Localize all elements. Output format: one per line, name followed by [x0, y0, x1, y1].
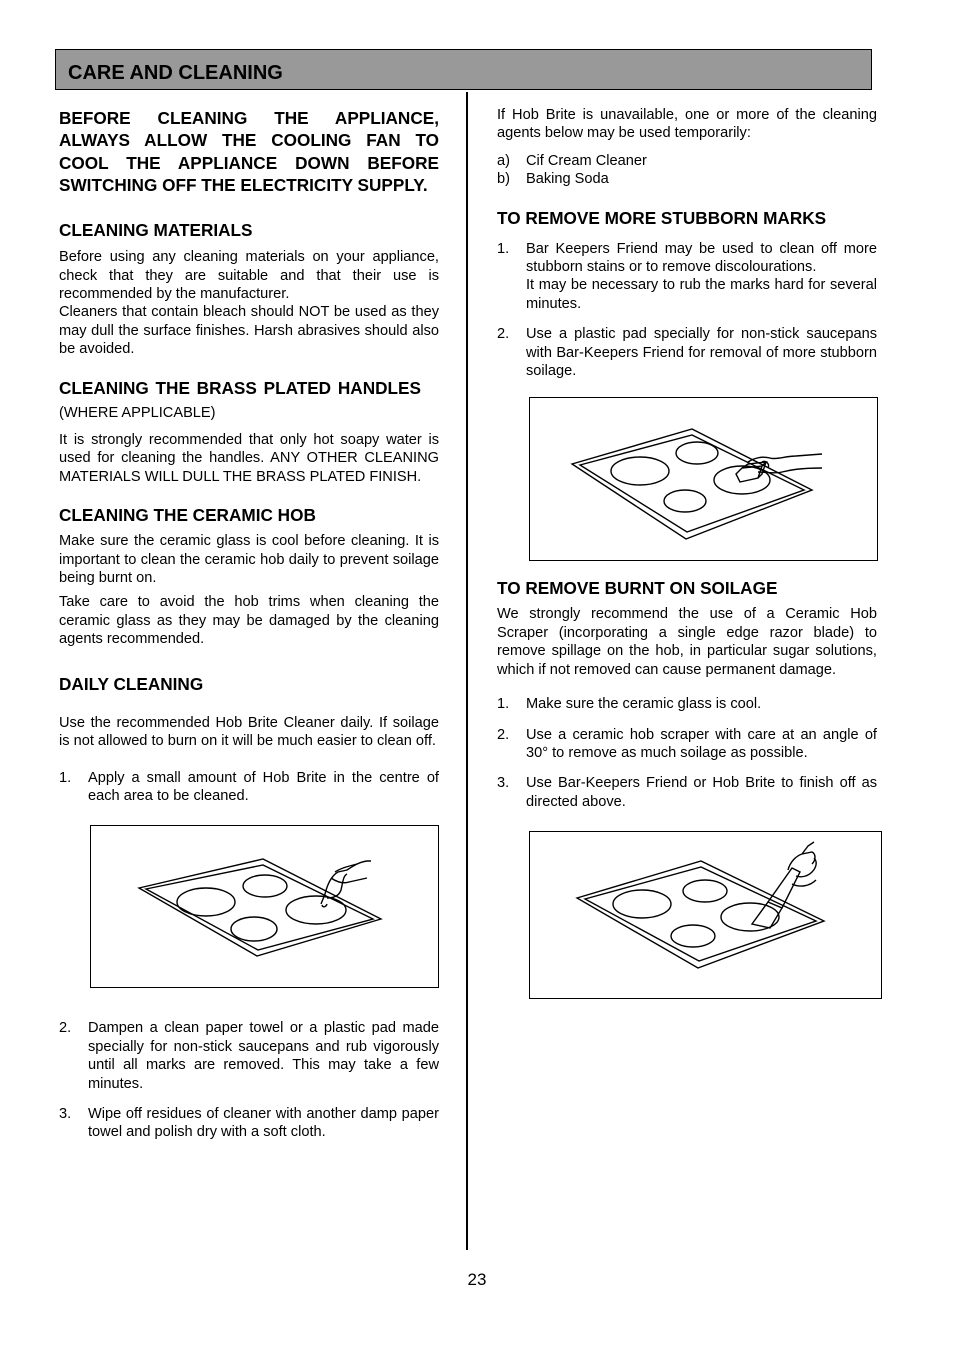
- column-divider: [466, 92, 468, 1250]
- item-number: 1.: [497, 696, 510, 713]
- page-number: 23: [467, 1270, 487, 1289]
- safety-warning: BEFORE CLEANING THE APPLIANCE, ALWAYS ALLOW THE COOLING FAN TO COOL THE APPLIANCE DOWN BEFORE SWITCHING OFF THE ELECTRICITY SUPPLY.: [59, 108, 439, 195]
- item-number: 2.: [59, 1020, 72, 1037]
- section-header: [55, 49, 872, 90]
- ceramic-paragraph-1: Make sure the ceramic glass is cool before cleaning. It is important to clean the ceramic hob daily to prevent soilage being burnt on.: [59, 533, 439, 587]
- item-text: Make sure the ceramic glass is cool.: [526, 696, 762, 713]
- heading-stubborn-marks: TO REMOVE MORE STUBBORN MARKS: [497, 207, 827, 228]
- hob-illustration-applying-cleaner: [91, 826, 438, 987]
- item-number: 1.: [59, 769, 72, 786]
- list-item: [59, 769, 439, 806]
- heading-burnt-soilage: TO REMOVE BURNT ON SOILAGE: [497, 578, 778, 599]
- item-text: Dampen a clean paper towel or a plastic pad made specially for non-stick saucepans and rub vigorously until all marks are removed. This may take a few minutes.: [88, 1020, 439, 1092]
- item-number: 2.: [497, 726, 510, 743]
- right-column: [497, 106, 877, 999]
- brass-subheading: (WHERE APPLICABLE): [59, 404, 216, 421]
- item-text: Cif Cream Cleaner: [526, 152, 647, 169]
- item-number: 3.: [497, 775, 510, 792]
- left-column: [59, 107, 439, 1142]
- materials-paragraph-2: Cleaners that contain bleach should NOT be used as they may dull the surface finishes. Harsh abrasives should also be avoided.: [59, 304, 439, 358]
- list-item: [497, 726, 877, 763]
- item-number: 3.: [59, 1105, 72, 1122]
- alternatives-intro: If Hob Brite is unavailable, one or more of the cleaning agents below may be used temporarily:: [497, 107, 877, 142]
- list-item: [497, 774, 877, 811]
- materials-paragraph-1: Before using any cleaning materials on your appliance, check that they are suitable and that their use is recommended by the manufacturer.: [59, 249, 439, 302]
- list-item: [497, 240, 877, 314]
- list-item: [59, 1105, 439, 1142]
- item-letter: b): [497, 171, 510, 188]
- item-text: Wipe off residues of cleaner with another damp paper towel and polish dry with a soft cloth.: [88, 1105, 439, 1141]
- list-item: [497, 325, 877, 380]
- burnt-paragraph: We strongly recommend the use of a Ceramic Hob Scraper (incorporating a single edge razor blade) to remove spillage on the hob, in particular sugar solutions, which if not removed can cause permanent damage.: [497, 606, 877, 678]
- item-text: Use a plastic pad specially for non-stick saucepans with Bar-Keepers Friend for removal of more stubborn soilage.: [526, 326, 877, 380]
- heading-daily-cleaning: DAILY CLEANING: [59, 673, 204, 694]
- item-text-continued: It may be necessary to rub the marks hard for several minutes.: [526, 277, 877, 312]
- daily-paragraph: Use the recommended Hob Brite Cleaner daily. If soilage is not allowed to burn on it will be much easier to clean off.: [59, 714, 439, 750]
- alternative-agents-list: [497, 152, 877, 189]
- figure-apply-hob-brite: [90, 825, 439, 988]
- figure-plastic-pad: [529, 397, 878, 561]
- brass-paragraph: It is strongly recommended that only hot soapy water is used for cleaning the handles. ANY OTHER CLEANING MATERIALS WILL DULL THE BRASS PLATED FINISH.: [59, 432, 439, 485]
- heading-ceramic-hob: CLEANING THE CERAMIC HOB: [59, 505, 316, 526]
- daily-steps-list-continued: [59, 1019, 439, 1141]
- burnt-steps-list: [497, 695, 877, 811]
- daily-steps-list: [59, 769, 439, 806]
- item-text: Use a ceramic hob scraper with care at an angle of 30° to remove as much soilage as possible.: [526, 726, 877, 761]
- figure-hob-scraper: [529, 831, 882, 999]
- stubborn-steps-list: [497, 240, 877, 381]
- item-text: Bar Keepers Friend may be used to clean off more stubborn stains or to remove discolourations.: [526, 240, 877, 276]
- hob-illustration-rubbing-pad: [530, 398, 877, 560]
- hob-illustration-scraper: [530, 832, 881, 998]
- ceramic-paragraph-2: Take care to avoid the hob trims when cleaning the ceramic glass as they may be damaged by the cleaning agents recommended.: [59, 594, 439, 648]
- item-text: Use Bar-Keepers Friend or Hob Brite to finish off as directed above.: [526, 775, 877, 810]
- list-item: [497, 152, 877, 170]
- item-text: Baking Soda: [526, 171, 609, 188]
- list-item: [497, 170, 877, 188]
- heading-cleaning-materials: CLEANING MATERIALS: [59, 220, 253, 241]
- item-letter: a): [497, 152, 510, 169]
- heading-brass-handles: CLEANING THE BRASS PLATED HANDLES: [59, 377, 421, 398]
- section-title: CARE AND CLEANING: [68, 62, 283, 84]
- list-item: [497, 695, 877, 713]
- item-number: 2.: [497, 326, 510, 343]
- item-number: 1.: [497, 240, 510, 257]
- list-item: [59, 1019, 439, 1093]
- item-text: Apply a small amount of Hob Brite in the centre of each area to be cleaned.: [88, 769, 439, 804]
